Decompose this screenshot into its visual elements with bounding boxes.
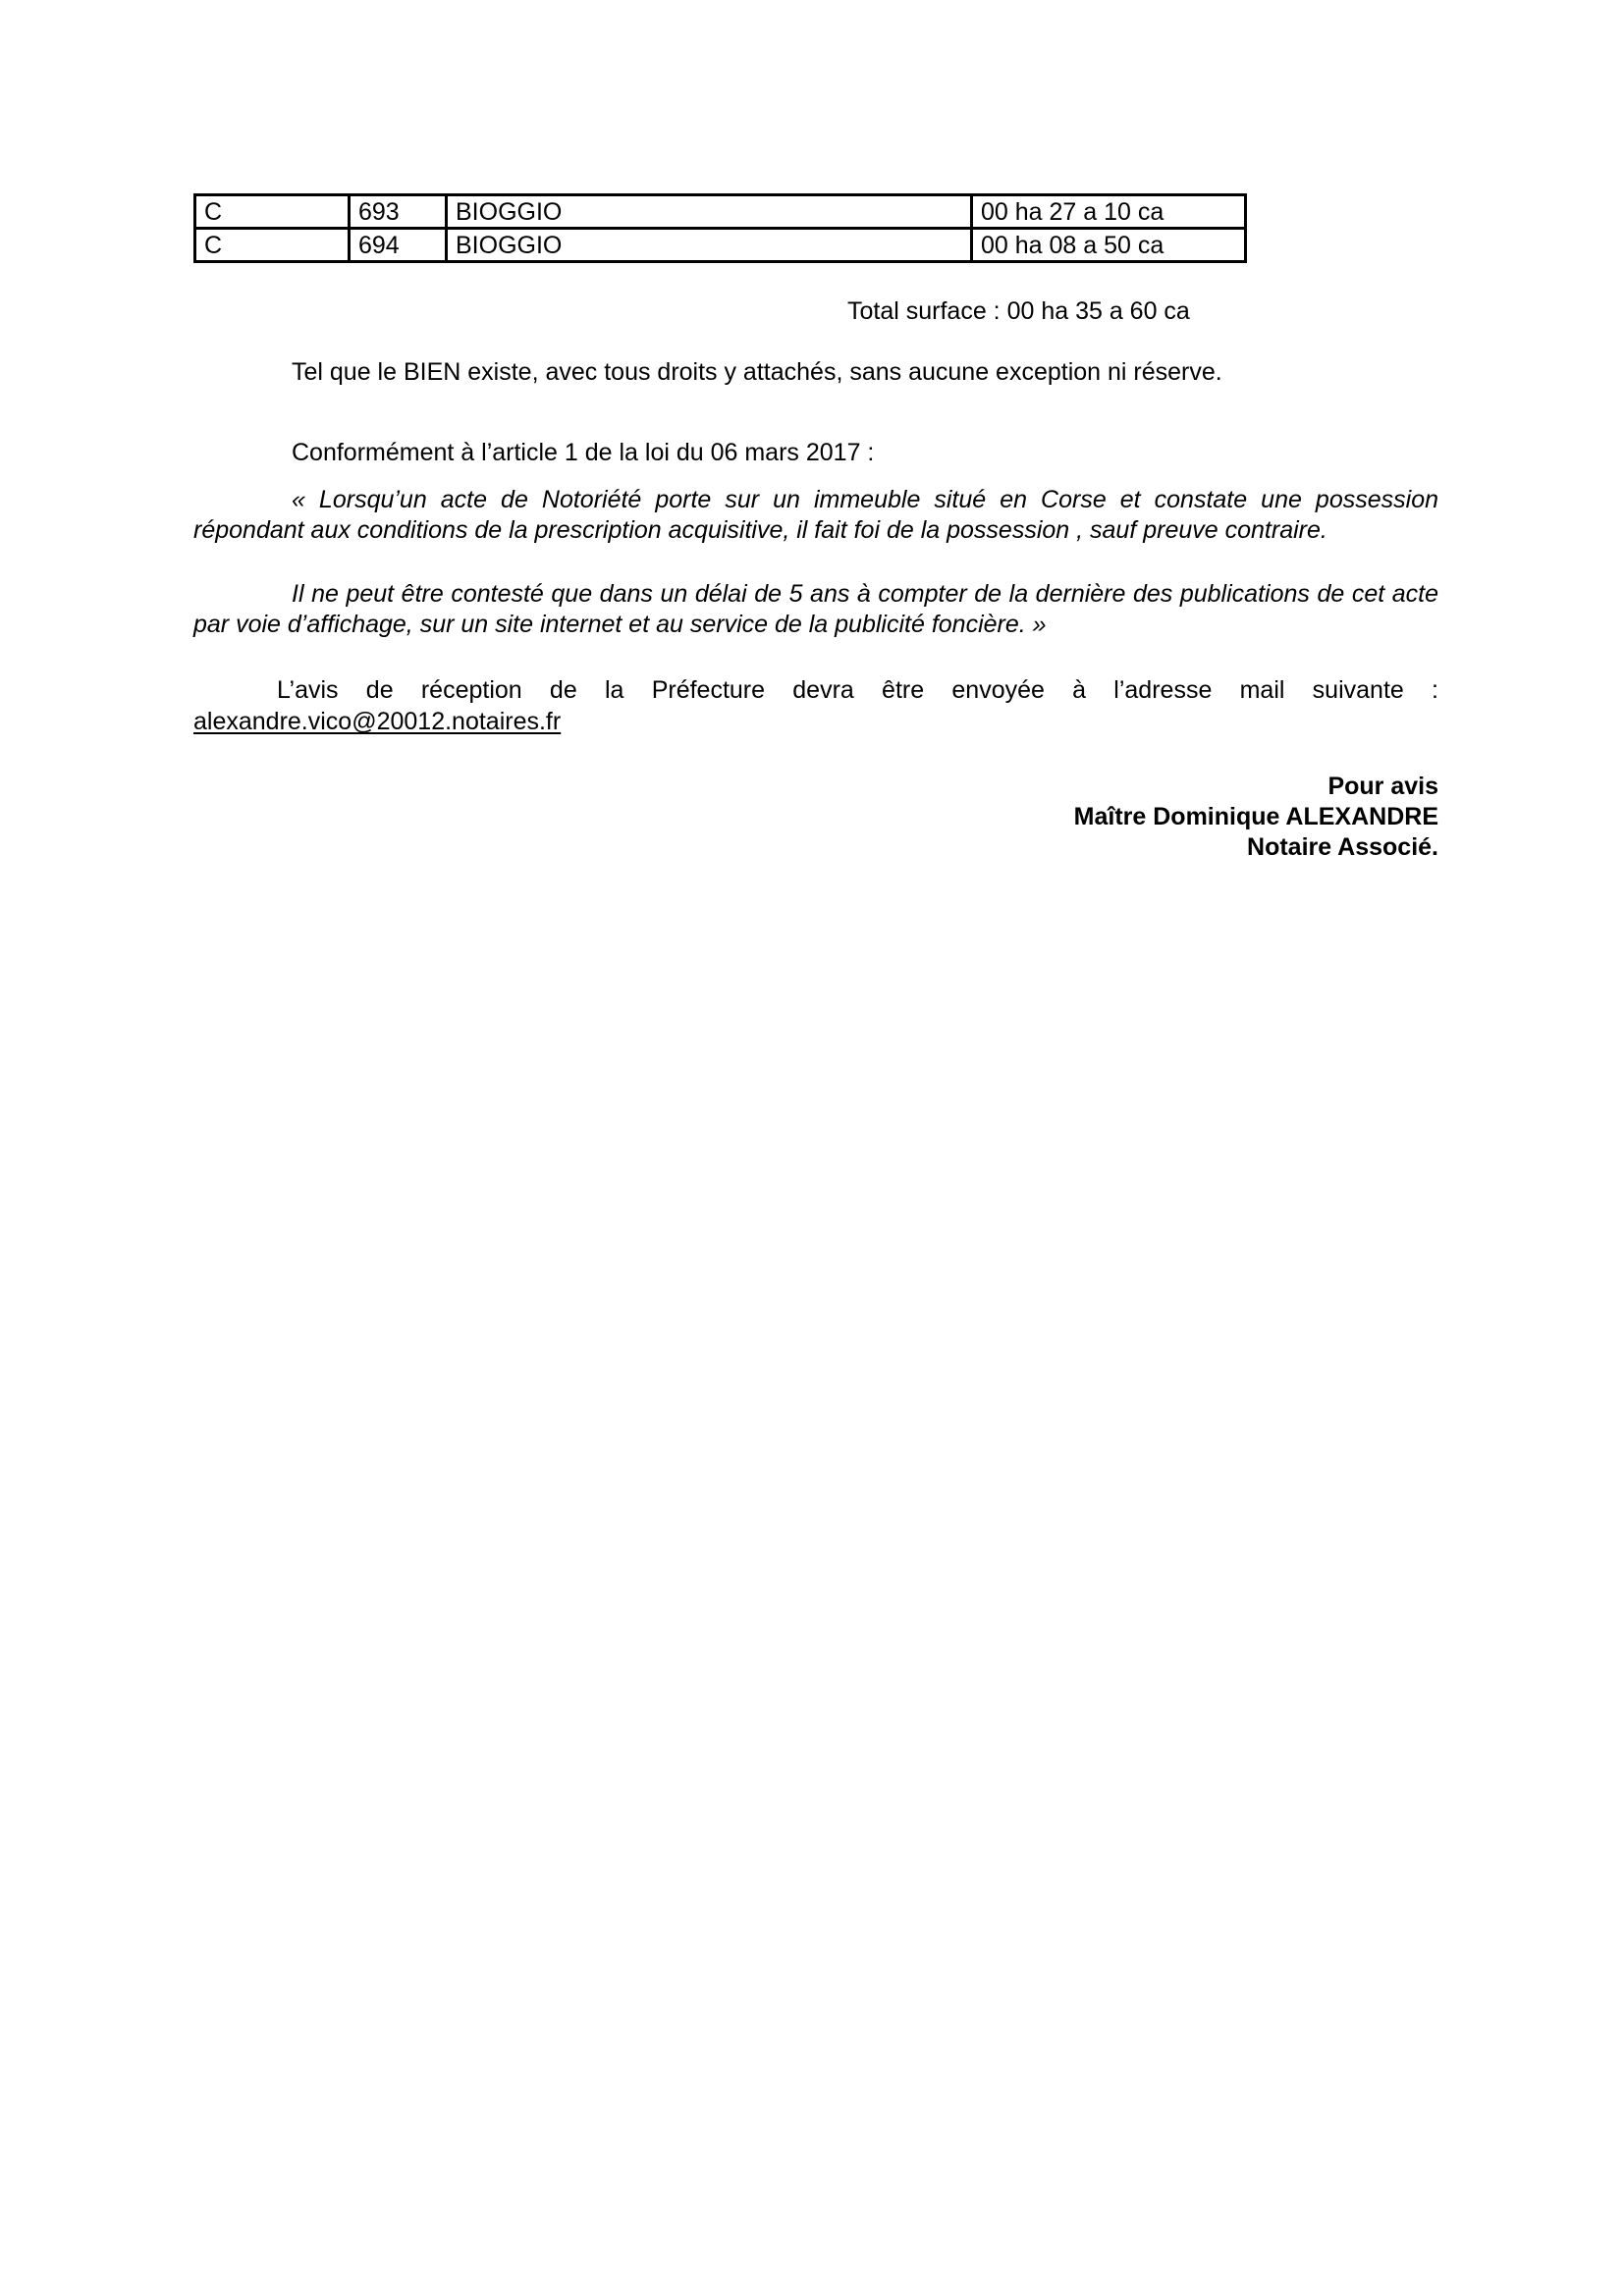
cell-section: C [195,229,350,262]
quote-text: « Lorsqu’un acte de Notoriété porte sur un immeuble situé en Corse et constate une possession répondant aux conditions de la prescription acquisitive, il fait foi de la possession , sauf preuve contraire. [193,486,1438,544]
cell-parcel-number: 694 [350,229,447,262]
quote-text: Il ne peut être contesté que dans un délai de 5 ans à compter de la dernière des publications de cet acte par voie d’affichage, sur un site internet et au service de la publicité foncière. » [193,580,1438,638]
cell-section: C [195,195,350,229]
cell-surface: 00 ha 08 a 50 ca [972,229,1246,262]
bien-statement: Tel que le BIEN existe, avec tous droits y attachés, sans aucune exception ni réserve. [292,358,1222,386]
cell-surface: 00 ha 27 a 10 ca [972,195,1246,229]
total-surface: Total surface : 00 ha 35 a 60 ca [847,297,1190,325]
conformity-intro: Conformément à l’article 1 de la loi du 06 mars 2017 : [292,439,875,466]
email-link[interactable]: alexandre.vico@20012.notaires.fr [193,708,562,735]
notice-text: L’avis de réception de la Préfecture devra être envoyée à l’adresse mail suivante : [277,676,1438,704]
signature-line-pour-avis: Pour avis [1327,773,1438,800]
signature-block [1074,772,1438,863]
parcel-table [193,193,1247,263]
signature-line-title: Notaire Associé. [1247,833,1438,861]
cell-commune: BIOGGIO [447,229,972,262]
legal-quote-paragraph-2 [193,579,1438,640]
legal-quote-paragraph-1 [193,485,1438,546]
cell-parcel-number: 693 [350,195,447,229]
table-row [195,195,1246,229]
table-row [195,229,1246,262]
cell-commune: BIOGGIO [447,195,972,229]
signature-line-name: Maître Dominique ALEXANDRE [1073,803,1438,830]
